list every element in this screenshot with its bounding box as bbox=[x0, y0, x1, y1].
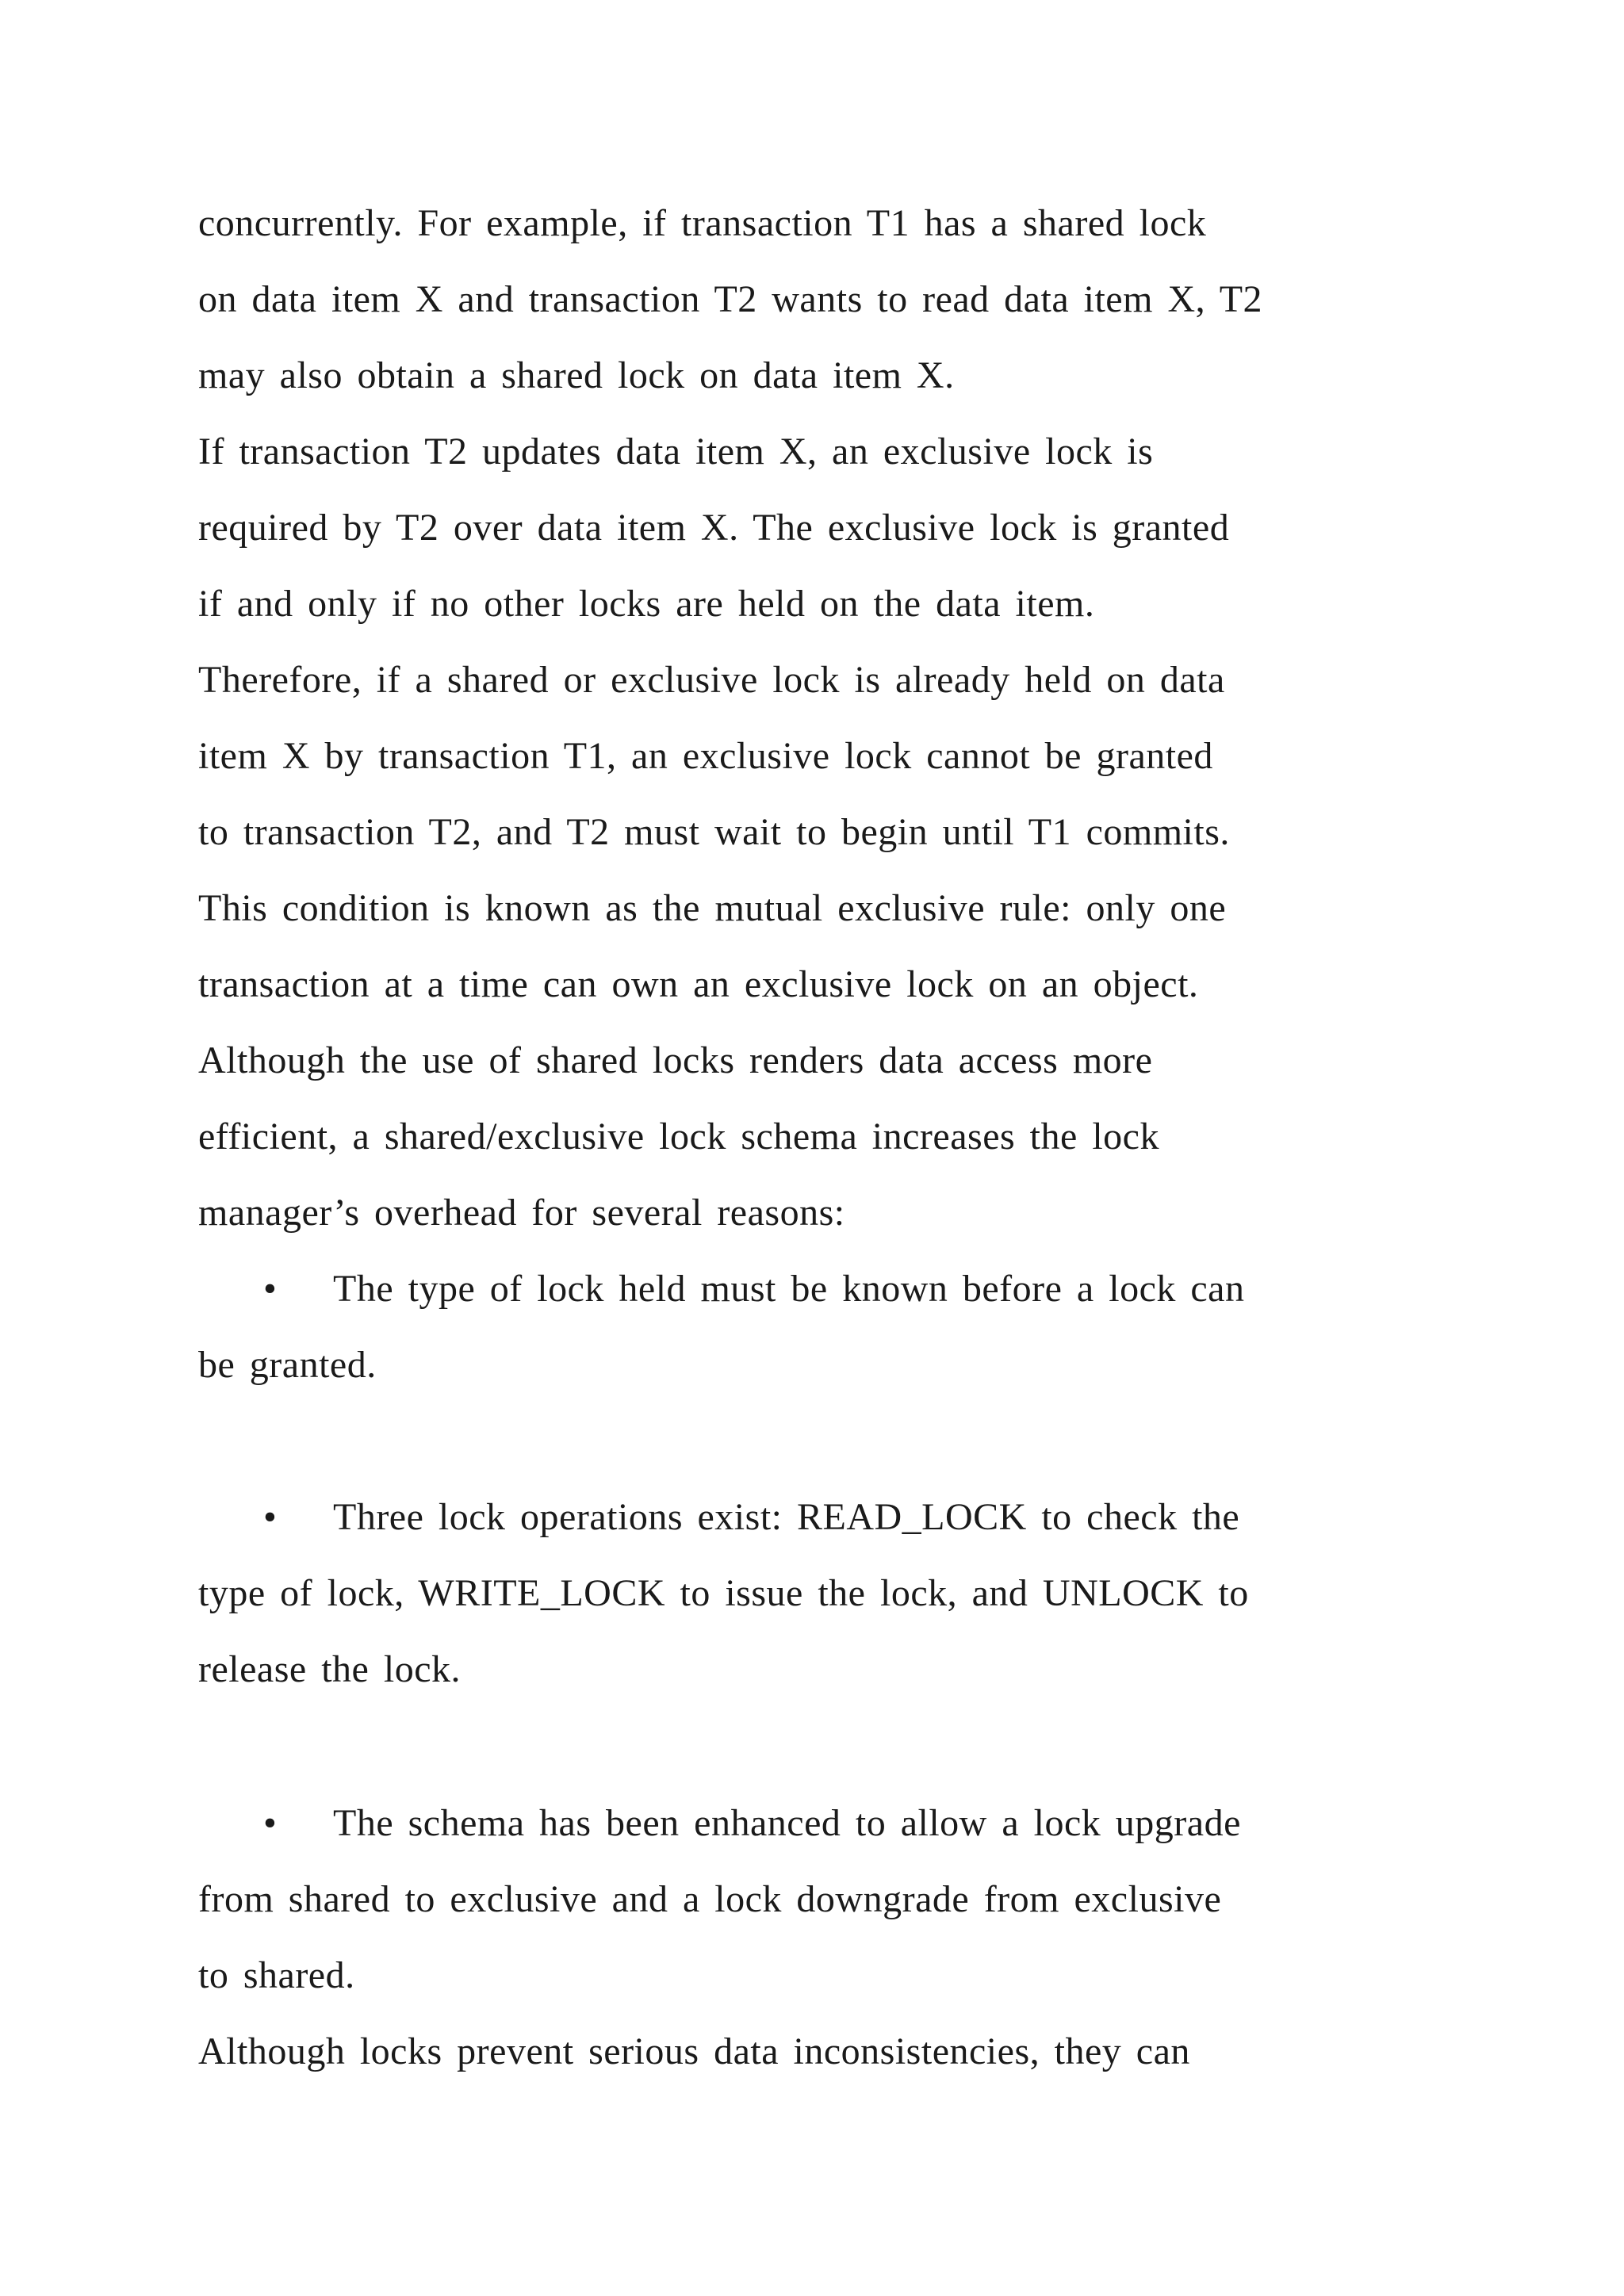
text-line: if and only if no other locks are held on the data item. bbox=[198, 583, 1095, 625]
text-line: manager’s overhead for several reasons: bbox=[198, 1192, 845, 1234]
text-line: on data item X and transaction T2 wants to read data item X, T2 bbox=[198, 278, 1263, 320]
text-line: This condition is known as the mutual exclusive rule: only one bbox=[198, 887, 1227, 929]
text-line: Therefore, if a shared or exclusive lock is already held on data bbox=[198, 659, 1225, 701]
bullet-item-text: The type of lock held must be known before a lock can bbox=[333, 1268, 1245, 1310]
text-line: to transaction T2, and T2 must wait to begin until T1 commits. bbox=[198, 811, 1230, 853]
text-line: concurrently. For example, if transaction T1 has a shared lock bbox=[198, 202, 1207, 244]
text-line: item X by transaction T1, an exclusive lock cannot be granted bbox=[198, 735, 1213, 777]
bullet-icon: • bbox=[263, 1496, 277, 1538]
bullet-item-text: to shared. bbox=[198, 1954, 355, 1996]
bullet-item-text: The schema has been enhanced to allow a lock upgrade bbox=[333, 1802, 1241, 1844]
bullet-icon: • bbox=[263, 1268, 277, 1310]
text-line: If transaction T2 updates data item X, an exclusive lock is bbox=[198, 430, 1154, 473]
text-line: Although locks prevent serious data inconsistencies, they can bbox=[198, 2030, 1190, 2072]
bullet-item-text: Three lock operations exist: READ_LOCK to check the bbox=[333, 1496, 1240, 1538]
bullet-item-text: release the lock. bbox=[198, 1648, 461, 1690]
text-line: may also obtain a shared lock on data item X. bbox=[198, 354, 955, 396]
text-line: efficient, a shared/exclusive lock schema increases the lock bbox=[198, 1115, 1159, 1158]
bullet-item-text: be granted. bbox=[198, 1344, 377, 1386]
bullet-item-text: from shared to exclusive and a lock downgrade from exclusive bbox=[198, 1878, 1222, 1920]
text-line: Although the use of shared locks renders data access more bbox=[198, 1039, 1153, 1081]
bullet-icon: • bbox=[263, 1802, 277, 1844]
text-line: required by T2 over data item X. The exclusive lock is granted bbox=[198, 507, 1230, 549]
bullet-item-text: type of lock, WRITE_LOCK to issue the lock, and UNLOCK to bbox=[198, 1572, 1249, 1614]
text-line: transaction at a time can own an exclusive lock on an object. bbox=[198, 963, 1199, 1005]
